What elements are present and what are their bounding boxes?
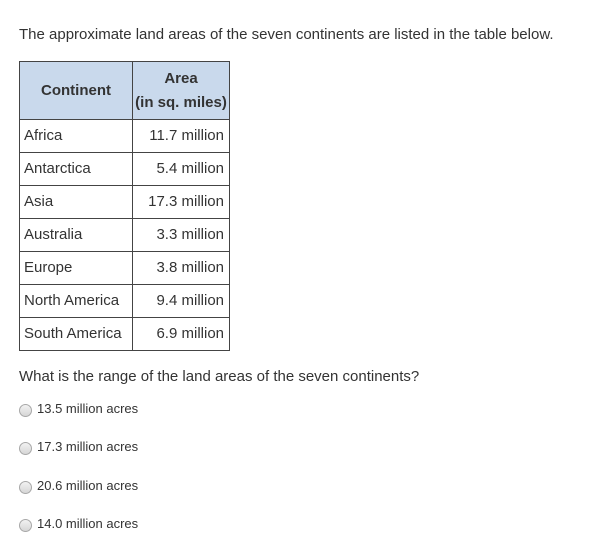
continent-cell: Europe [20, 252, 133, 285]
area-cell: 11.7 million [133, 120, 230, 153]
area-cell: 5.4 million [133, 153, 230, 186]
continent-cell: Antarctica [20, 153, 133, 186]
continent-cell: North America [20, 285, 133, 318]
table-row [20, 120, 230, 153]
answer-choice-1[interactable] [19, 398, 138, 418]
answer-choice-label: 14.0 million acres [37, 515, 139, 531]
continent-cell: South America [20, 318, 133, 351]
header-area-title: Area [164, 69, 198, 87]
continent-area-table [19, 61, 230, 351]
area-cell: 9.4 million [133, 285, 230, 318]
continent-cell: Australia [20, 219, 133, 252]
area-cell: 17.3 million [133, 186, 230, 219]
question-text: What is the range of the land areas of the seven continents? [19, 368, 420, 385]
area-cell: 6.9 million [133, 318, 230, 351]
header-area-unit: (in sq. miles) [135, 93, 227, 111]
table-row [20, 285, 230, 318]
intro-text: The approximate land areas of the seven continents are listed in the table below. [19, 26, 554, 43]
header-continent: Continent [20, 62, 133, 120]
radio-button[interactable] [19, 404, 32, 417]
area-cell: 3.3 million [133, 219, 230, 252]
radio-button[interactable] [19, 442, 32, 455]
answer-choice-2[interactable] [19, 436, 138, 456]
header-area [133, 62, 230, 120]
table-row [20, 318, 230, 351]
continent-cell: Africa [20, 120, 133, 153]
continent-cell: Asia [20, 186, 133, 219]
answer-choice-label: 17.3 million acres [37, 438, 139, 454]
table-row [20, 219, 230, 252]
answer-choice-4[interactable] [19, 513, 138, 533]
answer-choice-label: 20.6 million acres [37, 477, 139, 493]
radio-button[interactable] [19, 519, 32, 532]
table-row [20, 186, 230, 219]
answer-choice-3[interactable] [19, 475, 138, 495]
area-cell: 3.8 million [133, 252, 230, 285]
radio-button[interactable] [19, 481, 32, 494]
answer-choice-label: 13.5 million acres [37, 400, 139, 416]
table-row [20, 252, 230, 285]
table-header-row [20, 62, 230, 120]
table-row [20, 153, 230, 186]
